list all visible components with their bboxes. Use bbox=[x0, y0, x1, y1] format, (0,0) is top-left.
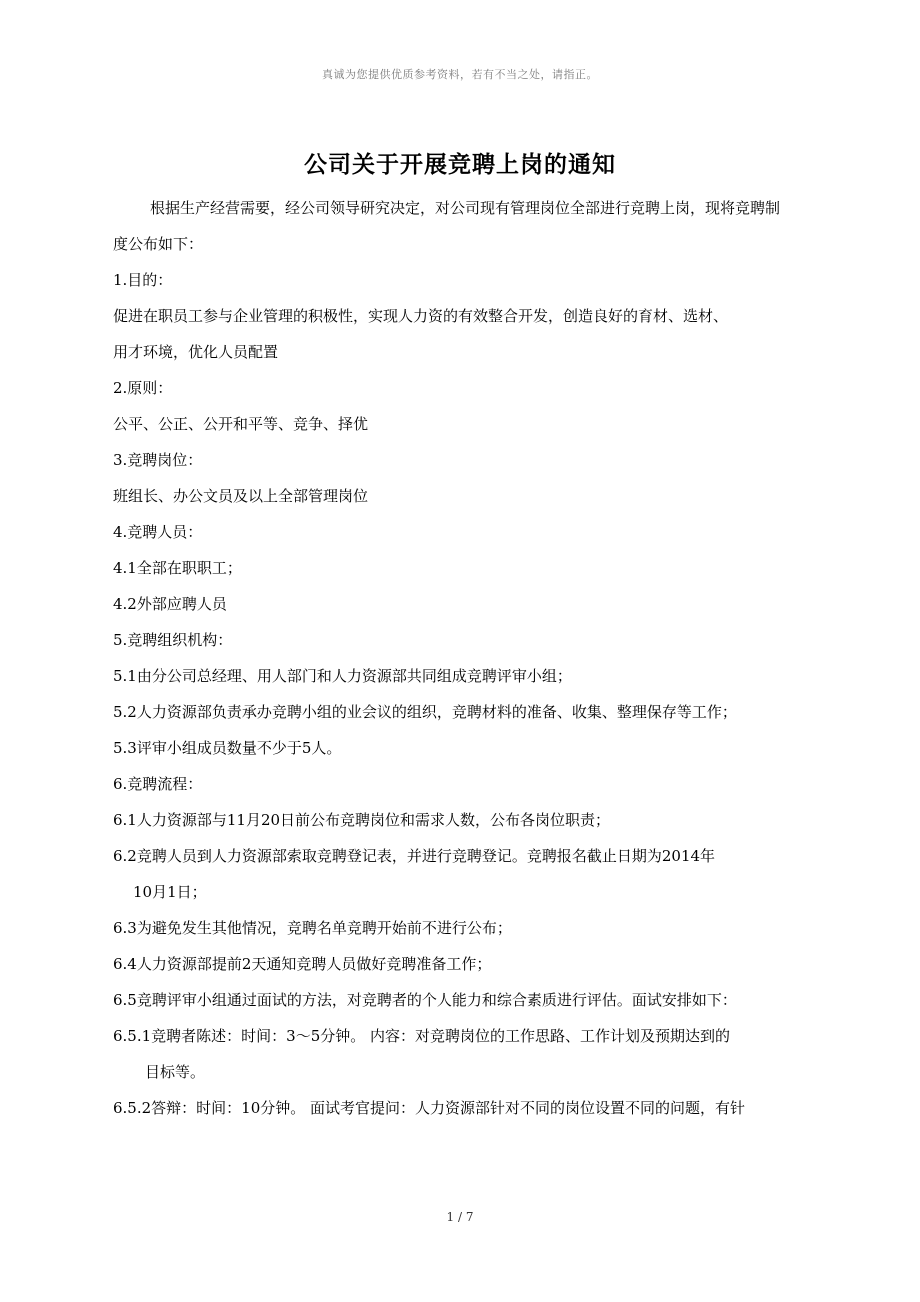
header-note: 真诚为您提供优质参考资料，若有不当之处，请指正。 bbox=[322, 68, 598, 81]
section-6-item-1: 6.1人力资源部与11月20日前公布竞聘岗位和需求人数，公布各岗位职责； bbox=[113, 811, 611, 829]
section-6-5-1-line-2: 目标等。 bbox=[145, 1063, 206, 1081]
section-3-heading: 3.竞聘岗位： bbox=[113, 451, 203, 469]
section-4-item-2: 4.2外部应聘人员 bbox=[113, 595, 227, 613]
intro-line-2: 度公布如下： bbox=[113, 235, 204, 253]
section-1-body-line-2: 用才环境，优化人员配置 bbox=[113, 343, 279, 361]
section-6-item-2-line-1: 6.2竞聘人员到人力资源部索取竞聘登记表，并进行竞聘登记。竞聘报名截止日期为2014年 bbox=[113, 847, 716, 865]
section-6-5-2: 6.5.2答辩：时间：10分钟。 面试考官提问：人力资源部针对不同的岗位设置不同的问题，有针 bbox=[113, 1099, 746, 1117]
section-6-item-4: 6.4人力资源部提前2天通知竞聘人员做好竞聘准备工作； bbox=[113, 955, 492, 973]
section-3-body: 班组长、办公文员及以上全部管理岗位 bbox=[113, 487, 369, 505]
section-6-item-3: 6.3为避免发生其他情况，竞聘名单竞聘开始前不进行公布； bbox=[113, 919, 512, 937]
section-6-heading: 6.竞聘流程： bbox=[113, 775, 203, 793]
section-6-item-2-line-2: 10月1日； bbox=[133, 883, 207, 901]
section-1-heading: 1.目的： bbox=[113, 271, 173, 289]
intro-line-1: 根据生产经营需要，经公司领导研究决定，对公司现有管理岗位全部进行竞聘上岗，现将竞聘制 bbox=[150, 199, 781, 217]
section-5-item-1: 5.1由分公司总经理、用人部门和人力资源部共同组成竞聘评审小组； bbox=[113, 667, 572, 685]
section-2-body: 公平、公正、公开和平等、竞争、择优 bbox=[113, 415, 369, 433]
section-5-item-2: 5.2人力资源部负责承办竞聘小组的业会议的组织，竞聘材料的准备、收集、整理保存等工作； bbox=[113, 703, 737, 721]
section-1-body-line-1: 促进在职员工参与企业管理的积极性，实现人力资的有效整合开发，创造良好的育材、选材、 bbox=[113, 307, 729, 325]
section-6-5-1-line-1: 6.5.1竞聘者陈述：时间：3～5分钟。 内容：对竞聘岗位的工作思路、工作计划及预期达到的 bbox=[113, 1027, 731, 1045]
page-number: 1 / 7 bbox=[446, 1210, 474, 1224]
section-5-heading: 5.竞聘组织机构： bbox=[113, 631, 233, 649]
section-4-item-1: 4.1全部在职职工； bbox=[113, 559, 242, 577]
document-title: 公司关于开展竞聘上岗的通知 bbox=[304, 151, 616, 178]
section-6-item-5: 6.5竞聘评审小组通过面试的方法，对竞聘者的个人能力和综合素质进行评估。面试安排如下： bbox=[113, 991, 737, 1009]
section-5-item-3: 5.3评审小组成员数量不少于5人。 bbox=[113, 739, 342, 757]
section-4-heading: 4.竞聘人员： bbox=[113, 523, 203, 541]
section-2-heading: 2.原则： bbox=[113, 379, 173, 397]
